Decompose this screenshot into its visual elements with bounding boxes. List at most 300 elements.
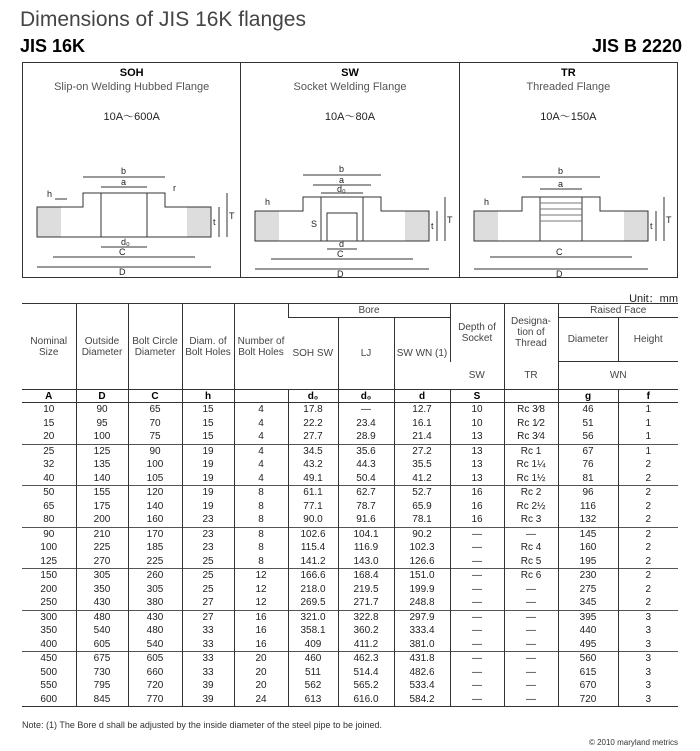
table-row — [22, 610, 678, 624]
col-bore: Bore — [288, 304, 450, 318]
table-cell: 13 — [450, 444, 504, 458]
table-cell: — — [504, 693, 558, 707]
table-cell: 199.9 — [394, 583, 450, 597]
table-cell: 2 — [618, 555, 678, 569]
table-cell: 200 — [76, 513, 128, 527]
table-cell: 1 — [618, 444, 678, 458]
table-cell: 27.2 — [394, 444, 450, 458]
table-cell: 260 — [128, 569, 182, 583]
label-b: b — [557, 166, 563, 176]
table-cell: 248.8 — [394, 596, 450, 610]
label-h: h — [265, 197, 271, 207]
table-cell: 160 — [558, 541, 618, 555]
table-cell: 200 — [40, 583, 58, 595]
table-cell: 52.7 — [394, 486, 450, 500]
table-row — [22, 472, 678, 486]
table-cell: 150 — [22, 569, 76, 583]
panel-range: 10A～80A — [324, 111, 376, 123]
table-row — [22, 569, 678, 583]
table-cell: 90 — [76, 403, 128, 417]
table-cell: 80 — [43, 514, 55, 526]
table-cell: 16 — [234, 624, 288, 638]
table-cell: 616.0 — [338, 693, 394, 707]
col-bore-soh-sw: SOH SW — [292, 348, 334, 359]
table-cell: 297.9 — [394, 610, 450, 624]
table-cell: 2 — [618, 569, 678, 583]
flange-diagrams — [22, 62, 678, 278]
table-cell: 39 — [182, 693, 234, 707]
table-cell: 35.6 — [338, 444, 394, 458]
table-cell: 250 — [40, 597, 58, 609]
table-cell: 160 — [128, 513, 182, 527]
table-cell: 13 — [450, 430, 504, 444]
table-cell: 143.0 — [338, 555, 394, 569]
table-cell: — — [504, 666, 558, 680]
table-cell: 16.1 — [394, 417, 450, 431]
table-cell: 70 — [128, 417, 182, 431]
table-cell: 322.8 — [338, 610, 394, 624]
symbol — [234, 390, 288, 403]
table-cell: 25 — [22, 444, 76, 458]
col-raised-face: Raised Face — [558, 304, 678, 318]
table-cell: 19 — [182, 472, 234, 486]
table-cell: 116.9 — [338, 541, 394, 555]
table-cell: 27.7 — [288, 430, 338, 444]
table-cell: 462.3 — [338, 652, 394, 666]
table-cell: 511 — [288, 666, 338, 680]
table-cell: 305 — [128, 583, 182, 597]
table-cell: 411.2 — [338, 638, 394, 652]
table-cell: 126.6 — [394, 555, 450, 569]
table-cell: 3 — [618, 610, 678, 624]
symbol: f — [618, 390, 678, 403]
table-cell: 2 — [618, 500, 678, 514]
table-cell: — — [338, 403, 394, 417]
table-cell: 540 — [128, 638, 182, 652]
symbol: S — [450, 390, 504, 403]
table-cell: — — [450, 569, 504, 583]
table-cell: 8 — [234, 513, 288, 527]
table-cell: Rc 3 — [504, 513, 558, 527]
table-cell: 8 — [234, 500, 288, 514]
table-cell: 271.7 — [338, 596, 394, 610]
table-cell: 21.4 — [394, 430, 450, 444]
table-cell: 61.1 — [288, 486, 338, 500]
unit-label: Unit：mm — [629, 293, 678, 305]
panel-soh — [23, 63, 241, 277]
table-cell: 4 — [234, 444, 288, 458]
table-cell: 15 — [182, 430, 234, 444]
tr-flange-drawing — [460, 147, 677, 277]
table-cell: 605 — [128, 652, 182, 666]
soh-flange-drawing — [23, 147, 240, 277]
table-cell: 62.7 — [338, 486, 394, 500]
panel-range: 10A～150A — [540, 111, 597, 123]
table-cell: 358.1 — [288, 624, 338, 638]
table-cell: Rc 1¼ — [504, 458, 558, 472]
table-cell: 4 — [234, 430, 288, 444]
table-row — [22, 666, 678, 680]
col-rf-height: Height — [618, 318, 678, 362]
table-cell: 20 — [234, 679, 288, 693]
table-cell: 480 — [76, 610, 128, 624]
col-diam-bolt-holes: Diam. of Bolt Holes — [182, 304, 234, 390]
table-cell: 25 — [182, 555, 234, 569]
table-cell: 12 — [234, 569, 288, 583]
panel-code: SW — [341, 67, 359, 79]
table-body — [22, 403, 678, 707]
label-c: C — [555, 247, 563, 257]
table-cell: 305 — [76, 569, 128, 583]
table-row — [22, 430, 678, 444]
table-cell: 23 — [182, 541, 234, 555]
table-cell: 440 — [558, 624, 618, 638]
table-cell: 560 — [558, 652, 618, 666]
table-cell: 675 — [76, 652, 128, 666]
table-cell: — — [504, 679, 558, 693]
label-do: d₀ — [121, 237, 130, 247]
table-cell: 65 — [128, 403, 182, 417]
table-row — [22, 417, 678, 431]
label-d: D — [337, 269, 344, 277]
table-cell: 381.0 — [394, 638, 450, 652]
table-cell: — — [450, 527, 504, 541]
table-cell: 16 — [234, 638, 288, 652]
table-cell: 19 — [182, 458, 234, 472]
table-cell: 218.0 — [288, 583, 338, 597]
symbol-row — [22, 390, 678, 403]
table-cell: 35.5 — [394, 458, 450, 472]
table-cell: 345 — [558, 596, 618, 610]
table-cell: 8 — [234, 527, 288, 541]
table-row — [22, 500, 678, 514]
table-cell: 3 — [618, 679, 678, 693]
table-cell: 27 — [182, 596, 234, 610]
table-cell: 65 — [43, 500, 55, 512]
table-cell: 1 — [618, 430, 678, 444]
table-cell: — — [450, 583, 504, 597]
table-cell: 151.0 — [394, 569, 450, 583]
table-cell: 12 — [234, 596, 288, 610]
table-cell: 20 — [234, 652, 288, 666]
table-cell: 67 — [558, 444, 618, 458]
table-cell: 605 — [76, 638, 128, 652]
table-cell: 350 — [76, 583, 128, 597]
symbol: A — [22, 390, 76, 403]
table-cell: 41.2 — [394, 472, 450, 486]
table-cell: 2 — [618, 527, 678, 541]
col-thread-tr: TR — [504, 362, 558, 390]
table-cell: — — [450, 541, 504, 555]
symbol: D — [76, 390, 128, 403]
label-b: b — [339, 164, 345, 174]
table-cell: 16 — [450, 513, 504, 527]
table-cell: 19 — [182, 500, 234, 514]
table-cell: 333.4 — [394, 624, 450, 638]
table-cell: 65.9 — [394, 500, 450, 514]
panel-name: Socket Welding Flange — [293, 81, 407, 93]
table-cell: 613 — [288, 693, 338, 707]
label-d: D — [555, 269, 563, 277]
table-cell: — — [450, 693, 504, 707]
table-cell: 600 — [40, 693, 58, 705]
table-cell: 15 — [182, 403, 234, 417]
table-cell: 4 — [234, 472, 288, 486]
table-cell: 210 — [76, 527, 128, 541]
table-cell: 3 — [618, 693, 678, 707]
table-cell: 219.5 — [338, 583, 394, 597]
table-cell: 230 — [558, 569, 618, 583]
copyright: © 2010 maryland metrics — [588, 738, 678, 747]
table-cell: — — [504, 583, 558, 597]
table-cell: 104.1 — [338, 527, 394, 541]
table-cell: 78.1 — [394, 513, 450, 527]
table-cell: 20 — [234, 666, 288, 680]
symbol: d₀ — [288, 390, 338, 403]
table-cell: 12 — [234, 583, 288, 597]
table-cell: 50 — [22, 486, 76, 500]
table-cell: 102.6 — [288, 527, 338, 541]
table-cell: 431.8 — [394, 652, 450, 666]
table-cell: 10 — [43, 404, 55, 416]
col-depth-sw: SW — [468, 369, 485, 381]
label-t: t — [213, 217, 216, 227]
col-rf-wn: WN — [558, 362, 678, 390]
table-cell: 91.6 — [338, 513, 394, 527]
table-row — [22, 458, 678, 472]
table-cell: 770 — [128, 693, 182, 707]
col-rf-diameter: Diameter — [558, 318, 618, 362]
table-cell: 125 — [76, 444, 128, 458]
label-d: D — [119, 267, 126, 277]
table-cell: 185 — [128, 541, 182, 555]
table-cell: 550 — [40, 680, 58, 692]
label-t: t — [431, 221, 434, 231]
table-cell: 730 — [76, 666, 128, 680]
table-cell: 27 — [182, 610, 234, 624]
table-cell: 10 — [450, 417, 504, 431]
flange-class: JIS 16K — [20, 36, 86, 56]
table-cell: 720 — [558, 693, 618, 707]
table-cell: 4 — [234, 403, 288, 417]
table-cell: 3 — [618, 652, 678, 666]
table-cell: 514.4 — [338, 666, 394, 680]
label-do: d₀ — [337, 184, 347, 194]
table-cell: 168.4 — [338, 569, 394, 583]
label-a: a — [339, 175, 345, 185]
table-cell: 12.7 — [394, 403, 450, 417]
table-cell: 4 — [234, 417, 288, 431]
table-cell: 321.0 — [288, 610, 338, 624]
table-cell: — — [504, 652, 558, 666]
table-cell: 100 — [76, 430, 128, 444]
table-cell: 380 — [128, 596, 182, 610]
col-depth-socket: Depth of Socket — [450, 304, 504, 362]
symbol: d — [394, 390, 450, 403]
table-cell: 81 — [558, 472, 618, 486]
table-cell: 24 — [234, 693, 288, 707]
table-cell: Rc 2 — [504, 486, 558, 500]
table-cell: 77.1 — [288, 500, 338, 514]
panel-code: TR — [560, 67, 576, 79]
table-cell: 155 — [76, 486, 128, 500]
table-cell: 845 — [76, 693, 128, 707]
table-cell: — — [504, 527, 558, 541]
table-cell: 140 — [76, 472, 128, 486]
symbol: C — [128, 390, 182, 403]
dimensions-table — [22, 303, 678, 707]
table-cell: 105 — [128, 472, 182, 486]
table-cell: 8 — [234, 541, 288, 555]
table-cell: 39 — [182, 679, 234, 693]
panel-name: Slip-on Welding Hubbed Flange — [54, 81, 210, 93]
table-cell: 1 — [618, 403, 678, 417]
table-cell: 33 — [182, 624, 234, 638]
table-cell: 2 — [618, 513, 678, 527]
table-cell: 135 — [76, 458, 128, 472]
table-cell: 1 — [618, 417, 678, 431]
table-cell: 270 — [76, 555, 128, 569]
table-row — [22, 679, 678, 693]
table-cell: 3 — [618, 666, 678, 680]
label-t-upper: T — [665, 215, 672, 225]
table-cell: 482.6 — [394, 666, 450, 680]
panel-code: SOH — [119, 67, 144, 79]
table-cell: 23.4 — [338, 417, 394, 431]
table-cell: 540 — [76, 624, 128, 638]
label-t: t — [649, 221, 653, 231]
table-row — [22, 541, 678, 555]
label-h: h — [47, 189, 53, 199]
table-cell: 96 — [558, 486, 618, 500]
table-cell: 170 — [128, 527, 182, 541]
table-cell: 19 — [182, 444, 234, 458]
table-cell: — — [450, 652, 504, 666]
table-cell: 44.3 — [338, 458, 394, 472]
table-cell: 16 — [450, 486, 504, 500]
table-cell: 90 — [128, 444, 182, 458]
table-cell: 51 — [558, 417, 618, 431]
table-cell: 2 — [618, 458, 678, 472]
table-cell: 16 — [450, 500, 504, 514]
table-cell: Rc 3⁄8 — [504, 403, 558, 417]
table-cell: Rc 2½ — [504, 500, 558, 514]
table-cell: 430 — [128, 610, 182, 624]
table-cell: 78.7 — [338, 500, 394, 514]
table-cell: — — [450, 666, 504, 680]
table-cell: 32 — [43, 459, 55, 471]
table-row — [22, 555, 678, 569]
table-cell: — — [450, 555, 504, 569]
table-cell: 275 — [558, 583, 618, 597]
col-bore-lj: LJ — [338, 318, 394, 390]
table-cell: Rc 1⁄2 — [504, 417, 558, 431]
table-cell: — — [504, 596, 558, 610]
table-cell: 90.2 — [394, 527, 450, 541]
table-cell: 3 — [618, 624, 678, 638]
table-row — [22, 693, 678, 707]
table-row — [22, 596, 678, 610]
table-cell: 175 — [76, 500, 128, 514]
table-cell: 409 — [288, 638, 338, 652]
table-cell: 33 — [182, 638, 234, 652]
table-cell: 3 — [618, 638, 678, 652]
symbol — [504, 390, 558, 403]
panel-name: Threaded Flange — [526, 81, 611, 93]
table-cell: 300 — [22, 610, 76, 624]
table-cell: 22.2 — [288, 417, 338, 431]
table-cell: 350 — [40, 625, 58, 637]
table-cell: 225 — [128, 555, 182, 569]
table-cell: 19 — [182, 486, 234, 500]
table-cell: 90.0 — [288, 513, 338, 527]
table-cell: 76 — [558, 458, 618, 472]
table-cell: 95 — [76, 417, 128, 431]
table-cell: 28.9 — [338, 430, 394, 444]
table-cell: 395 — [558, 610, 618, 624]
table-cell: 8 — [234, 555, 288, 569]
label-h: h — [483, 197, 489, 207]
table-row — [22, 638, 678, 652]
table-cell: Rc 3⁄4 — [504, 430, 558, 444]
table-cell: 225 — [76, 541, 128, 555]
table-cell: 495 — [558, 638, 618, 652]
table-cell: — — [504, 624, 558, 638]
table-cell: 615 — [558, 666, 618, 680]
table-cell: 145 — [558, 527, 618, 541]
table-cell: 125 — [40, 555, 58, 567]
table-cell: — — [504, 638, 558, 652]
symbol: d₀ — [338, 390, 394, 403]
table-cell: 34.5 — [288, 444, 338, 458]
table-cell: 116 — [558, 500, 618, 514]
sw-flange-drawing — [241, 147, 458, 277]
table-row — [22, 403, 678, 417]
table-row — [22, 486, 678, 500]
table-cell: 269.5 — [288, 596, 338, 610]
label-c: C — [119, 247, 126, 257]
label-c: C — [337, 249, 344, 259]
table-cell: 140 — [128, 500, 182, 514]
table-cell: 15 — [182, 417, 234, 431]
table-cell: 2 — [618, 583, 678, 597]
table-cell: 13 — [450, 472, 504, 486]
page-title: Dimensions of JIS 16K flanges — [20, 8, 306, 31]
panel-sw — [241, 63, 459, 277]
table-cell: 40 — [43, 472, 55, 484]
table-cell: 670 — [558, 679, 618, 693]
table-cell: 15 — [43, 417, 55, 429]
table-cell: 2 — [618, 596, 678, 610]
label-s: S — [311, 219, 318, 229]
footnote: Note: (1) The Bore d shall be adjusted by the inside diameter of the steel pipe to be joined. — [22, 720, 383, 730]
col-bolt-circle: Bolt Circle Diameter — [128, 304, 182, 390]
label-t-upper: T — [447, 215, 453, 225]
table-cell: — — [450, 638, 504, 652]
table-cell: 2 — [618, 472, 678, 486]
table-row — [22, 444, 678, 458]
table-row — [22, 527, 678, 541]
table-row — [22, 513, 678, 527]
table-cell: Rc 6 — [504, 569, 558, 583]
table-cell: 50.4 — [338, 472, 394, 486]
table-cell: 115.4 — [288, 541, 338, 555]
table-cell: 100 — [128, 458, 182, 472]
table-cell: 13 — [450, 458, 504, 472]
table-cell: 565.2 — [338, 679, 394, 693]
label-r: r — [173, 183, 176, 193]
table-cell: 33 — [182, 652, 234, 666]
